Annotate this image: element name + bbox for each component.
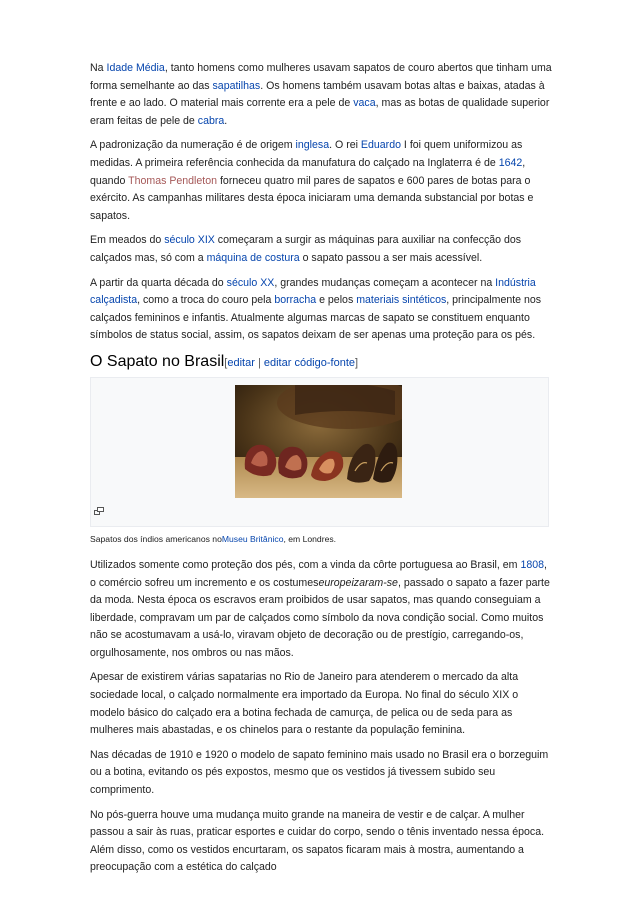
text: começaram a surgir as máquinas para auxiliar na confecção dos calçados mas, só com a: [90, 234, 522, 264]
paragraph-seculo-xix: [90, 232, 552, 267]
link-sapatilhas[interactable]: sapatilhas: [212, 79, 261, 92]
text: , principalmente nos calçados femininos e infantis. Atualmente algumas marcas de sapato se constituem enquanto símbolos de status social, assim, os sapatos deixam de ser apenas uma proteção para os pés.: [90, 294, 542, 342]
text: , quando: [90, 156, 526, 187]
edit-link[interactable]: editar: [227, 356, 255, 369]
text: , em Londres.: [283, 533, 337, 544]
edit-source-link[interactable]: editar código-fonte: [263, 356, 355, 369]
text: e pelos: [316, 294, 357, 307]
link-eduardo[interactable]: Eduardo: [360, 139, 401, 152]
text: , como a troca do couro pela: [137, 294, 275, 307]
link-seculo-xix[interactable]: século XIX: [164, 234, 215, 247]
text: . O rei: [329, 139, 361, 152]
paragraph-pos-guerra: No pós-guerra houve uma mudança muito grande na maneira de vestir e de calçar. A mulher passou a sair às ruas, praticar esportes e cuidar do corpo, sendo o tênis inventado nessa época. Além disso, como os vestidos encurtaram, os sapatos ficaram mais à mostra, aumentando a preocupação com a estética do calçado: [90, 808, 545, 874]
text: , passado o sapato a fazer parte da moda. Nesta época os escravos eram proibidos de usar sapatos, mas quando conseguiam a liberdade, compravam um par de calçados como símbolo da nova condição social. Como muitos não se acostumavam a usá-lo, viravam objeto de decoração ou de prestígio, carregando-os, orgulhosamente, nos ombros ou nas mãos.: [90, 576, 550, 659]
link-maquina-de-costura[interactable]: máquina de costura: [206, 251, 300, 264]
text: Utilizados somente como proteção dos pés, com a vinda da côrte portuguesa ao Brasil, em: [90, 558, 521, 571]
enlarge-icon[interactable]: [94, 502, 104, 510]
text: . Os homens também usavam botas altas e baixas, atadas à frente e ao lado. O material mais corrente era a pele de: [90, 79, 545, 110]
figure-caption: [90, 533, 552, 545]
figure-thumbnail: [90, 377, 549, 527]
link-cabra[interactable]: cabra: [197, 114, 225, 127]
museum-shoes-photo[interactable]: [235, 385, 402, 498]
emphasis-europeizaram: europeizaram-se: [318, 576, 398, 589]
link-inglesa[interactable]: inglesa: [295, 139, 330, 152]
text: , grandes mudanças começam a acontecer na: [274, 276, 496, 289]
text: A partir da quarta década do: [90, 276, 227, 289]
text: , tanto homens como mulheres usavam sapatos de couro abertos que tinham uma forma semelhante ao das: [90, 62, 552, 92]
paragraph-seculo-xx: [90, 275, 552, 345]
link-thomas-pendleton[interactable]: Thomas Pendleton: [128, 174, 218, 187]
link-borracha[interactable]: borracha: [274, 294, 317, 307]
article-body: [90, 60, 552, 884]
link-museu-britanico[interactable]: Museu Britânico: [221, 533, 284, 544]
text: o sapato passou a ser mais acessível.: [299, 251, 483, 264]
text: forneceu quatro mil pares de sapatos e 600 pares de botas para o exército. As campanhas militares desta época iniciaram uma demanda substancial por botas e sapatos.: [90, 174, 534, 222]
link-industria-calcadista[interactable]: Indústria calçadista: [90, 276, 536, 307]
paragraph-sapatarias: Apesar de existirem várias sapatarias no Rio de Janeiro para atenderem o mercado da alta sociedade local, o calçado normalmente era importado da Europa. No final do século XIX o modelo básico do calçado era a botina fechada de camurça, de pelica ou de seda para as mulheres mais abastadas, e os chinelos para o restante da população feminina.: [90, 671, 519, 737]
text: , mas as botas de qualidade superior eram feitas de pele de: [90, 97, 550, 127]
section-title: O Sapato no Brasil: [90, 352, 225, 370]
link-1808[interactable]: 1808: [520, 558, 545, 571]
edit-separator: |: [254, 356, 264, 369]
shoes-image: [235, 385, 402, 498]
text: Na: [90, 62, 107, 74]
paragraph-decadas: Nas décadas de 1910 e 1920 o modelo de sapato feminino mais usado no Brasil era o borzeguim ou a botina, evitando os pés expostos, mesmo que os vestidos já tivessem subido seu comprimento.: [90, 748, 549, 797]
edit-bracket-close: ]: [355, 356, 359, 369]
text: A padronização da numeração é de origem: [90, 139, 296, 152]
paragraph-idade-media: [90, 60, 552, 130]
link-1642[interactable]: 1642: [498, 156, 523, 169]
text: Sapatos dos índios americanos no: [90, 533, 222, 544]
edit-bracket-open: [: [224, 356, 228, 369]
paragraph-padronizacao: [90, 137, 552, 225]
link-vaca[interactable]: vaca: [353, 97, 376, 110]
link-materiais-sinteticos[interactable]: materiais sintéticos: [356, 294, 447, 307]
section-heading: [90, 352, 552, 373]
text: I foi quem uniformizou as medidas. A primeira referência conhecida da manufatura do calçado na Inglaterra é de: [90, 139, 523, 169]
link-seculo-xx[interactable]: século XX: [226, 276, 275, 289]
text: Em meados do: [90, 234, 165, 247]
paragraph-corte-portuguesa: [90, 557, 552, 663]
text: , o comércio sofreu um incremento e os costumes: [90, 558, 547, 589]
link-idade-media[interactable]: Idade Média: [106, 62, 165, 74]
text: .: [224, 114, 228, 127]
